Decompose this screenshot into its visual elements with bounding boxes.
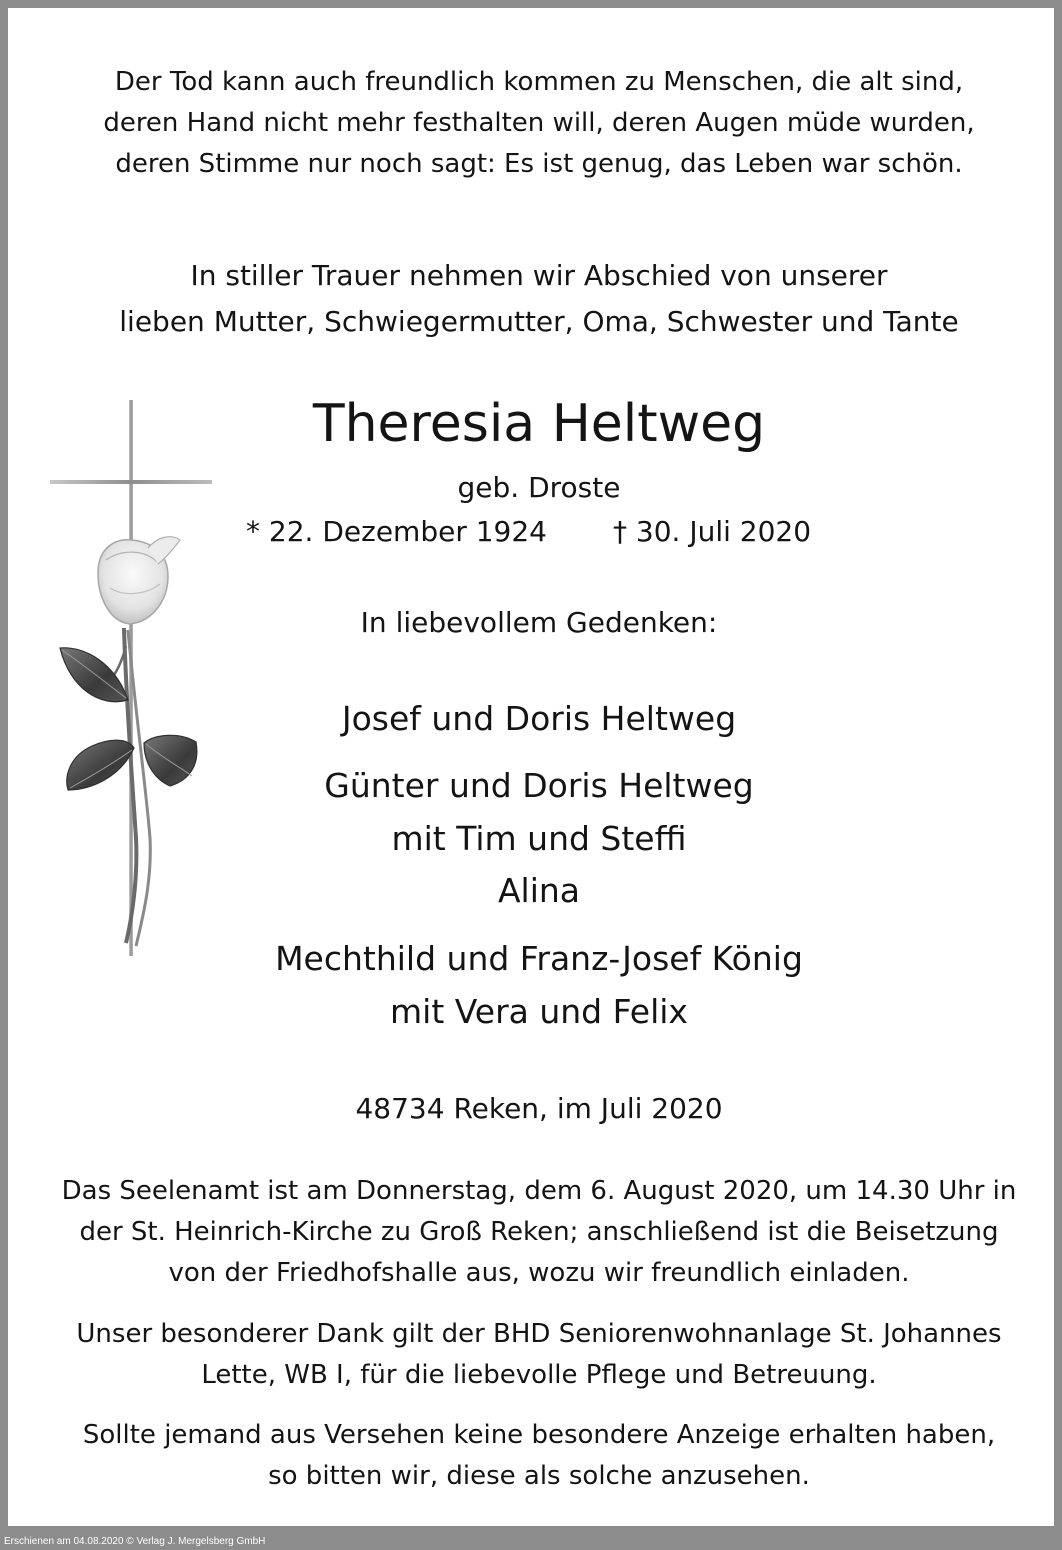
service-line: der St. Heinrich-Kirche zu Groß Reken; anschließend ist die Beisetzung [79,1217,999,1247]
deceased-name: Theresia Heltweg [312,394,766,454]
poem-line: deren Stimme nur noch sagt: Es ist genug, das Leben war schön. [115,149,963,179]
intro-line: lieben Mutter, Schwiegermutter, Oma, Schwester und Tante [119,305,959,338]
family-line: mit Vera und Felix [390,992,688,1031]
maiden-name: geb. Droste [457,471,621,504]
birth-date: * 22. Dezember 1924 [246,515,547,548]
footer-bar [0,1534,1062,1550]
cross-and-rose-emblem [40,398,220,963]
thanks-line: Lette, WB I, für die liebevolle Pflege und Betreuung. [201,1360,877,1390]
notice-line: Sollte jemand aus Versehen keine besondere Anzeige erhalten haben, [82,1420,996,1450]
thanks-line: Unser besonderer Dank gilt der BHD Seniorenwohnanlage St. Johannes [76,1319,1002,1349]
memorial-heading: In liebevollem Gedenken: [360,606,718,639]
family-line: Alina [497,871,581,910]
poem-line: deren Hand nicht mehr festhalten will, deren Augen müde wurden, [103,108,975,138]
notice-line: so bitten wir, diese als solche anzusehen. [268,1461,810,1491]
service-line: Das Seelenamt ist am Donnerstag, dem 6. August 2020, um 14.30 Uhr in [61,1176,1017,1206]
family-line: Josef und Doris Heltweg [341,699,737,738]
service-line: von der Friedhofshalle aus, wozu wir freundlich einladen. [168,1258,910,1288]
family-line: Mechthild und Franz-Josef König [275,939,803,978]
rose-icon [60,537,197,946]
death-date: † 30. Juli 2020 [613,515,812,548]
family-line: Günter und Doris Heltweg [324,766,754,805]
footer-credit: Erschienen am 04.08.2020 © Verlag J. Mergelsberg GmbH [4,1536,266,1547]
intro-line: In stiller Trauer nehmen wir Abschied von unserer [190,259,888,292]
poem-line: Der Tod kann auch freundlich kommen zu Menschen, die alt sind, [114,67,964,97]
family-line: mit Tim und Steffi [391,819,687,858]
place-date: 48734 Reken, im Juli 2020 [355,1092,723,1125]
